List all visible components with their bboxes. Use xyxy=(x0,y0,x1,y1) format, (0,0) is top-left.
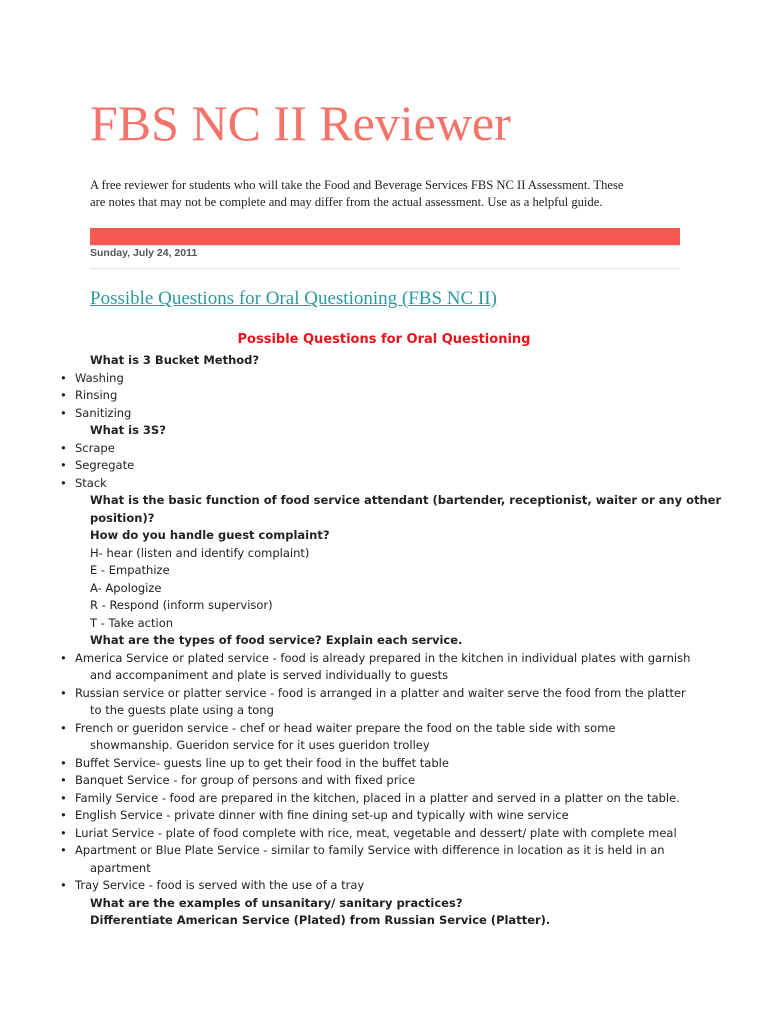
list-item-text: Sanitizing xyxy=(75,405,132,420)
bullet-icon: • xyxy=(60,440,67,455)
bullet-icon: • xyxy=(60,458,67,472)
question: How do you handle guest complaint? xyxy=(90,528,330,542)
bullet-icon: • xyxy=(60,773,67,787)
bullet-icon: • xyxy=(60,720,67,735)
bullet-icon: • xyxy=(60,808,67,822)
list-item xyxy=(60,475,680,493)
bullet-icon: • xyxy=(60,475,67,490)
list-item-text: French or gueridon service - chef or head waiter prepare the food on the table side with some xyxy=(75,720,616,735)
header-bar xyxy=(90,228,680,245)
list-item xyxy=(60,755,680,773)
blog-title[interactable]: FBS NC II Reviewer xyxy=(90,95,511,151)
list-item xyxy=(60,405,680,423)
post-date: Sunday, July 24, 2011 xyxy=(90,246,680,269)
post-body xyxy=(60,352,722,930)
list-item-text: Luriat Service - plate of food complete with rice, meat, vegetable and dessert/ plate with complete meal xyxy=(75,825,677,840)
list-item xyxy=(60,387,680,405)
question: What are the examples of unsanitary/ sanitary practices? xyxy=(90,895,463,910)
question: What is 3S? xyxy=(90,423,166,437)
list-item xyxy=(60,720,680,738)
bullet-icon: • xyxy=(60,370,67,385)
list-item-text: Russian service or platter service - food is arranged in a platter and waiter serve the food from the platter xyxy=(75,685,686,700)
list-item xyxy=(60,877,680,895)
question: Differentiate American Service (Plated) from Russian Service (Platter). xyxy=(90,913,551,927)
question: What are the types of food service? Explain each service. xyxy=(90,633,463,647)
description-line: A free reviewer for students who will take the Food and Beverage Services FBS NC II Assessment. These xyxy=(90,178,624,192)
post-heading: Possible Questions for Oral Questioning xyxy=(237,332,531,347)
bullet-icon: • xyxy=(60,790,67,805)
list-item-text: Banquet Service - for group of persons and with fixed price xyxy=(75,773,416,787)
question: position)? xyxy=(90,510,155,525)
list-item-text: Family Service - food are prepared in the kitchen, placed in a platter and served in a platter on the table. xyxy=(75,790,680,805)
list-item xyxy=(60,457,680,475)
answer-line: T - Take action xyxy=(90,615,174,630)
list-item-continuation: apartment xyxy=(90,860,151,875)
list-item xyxy=(60,650,691,668)
bullet-icon: • xyxy=(60,685,67,700)
answer-line: R - Respond (inform supervisor) xyxy=(90,598,273,612)
question: What is 3 Bucket Method? xyxy=(90,353,260,367)
post-title-link[interactable]: Possible Questions for Oral Questioning (FBS NC II) xyxy=(90,288,497,309)
bullet-icon: • xyxy=(60,755,67,770)
bullet-icon: • xyxy=(60,405,67,420)
list-item xyxy=(60,790,680,808)
answer-line: E - Empathize xyxy=(90,563,170,577)
list-item xyxy=(60,685,686,703)
bullet-icon: • xyxy=(60,878,67,892)
bullet-icon: • xyxy=(60,825,67,840)
list-item xyxy=(60,842,680,860)
list-item-text: Segregate xyxy=(75,458,135,472)
bullet-icon: • xyxy=(60,388,67,402)
list-item xyxy=(60,807,680,825)
list-item-text: Tray Service - food is served with the use of a tray xyxy=(75,878,365,892)
bullet-icon: • xyxy=(60,650,67,665)
list-item-text: Scrape xyxy=(75,440,115,455)
list-item xyxy=(60,825,680,843)
description-line: are notes that may not be complete and may differ from the actual assessment. Use as a helpful guide. xyxy=(90,195,603,209)
list-item-continuation: and accompaniment and plate is served individually to guests xyxy=(90,668,449,682)
bullet-icon: • xyxy=(60,843,67,857)
list-item xyxy=(60,772,680,790)
list-item-continuation: to the guests plate using a tong xyxy=(90,703,274,717)
list-item-text: Buffet Service- guests line up to get their food in the buffet table xyxy=(75,755,449,770)
answer-line: H- hear (listen and identify complaint) xyxy=(90,545,310,560)
question: What is the basic function of food service attendant (bartender, receptionist, waiter or any other xyxy=(90,493,722,507)
list-item xyxy=(60,370,680,388)
blog-description xyxy=(90,177,690,211)
list-item-text: Apartment or Blue Plate Service - similar to family Service with difference in location as it is held in an xyxy=(75,843,665,857)
list-item xyxy=(60,440,680,458)
list-item-continuation: showmanship. Gueridon service for it uses gueridon trolley xyxy=(90,738,430,752)
list-item-text: Rinsing xyxy=(75,388,118,402)
list-item-text: America Service or plated service - food is already prepared in the kitchen in individual plates with garnish xyxy=(75,650,691,665)
list-item-text: English Service - private dinner with fine dining set-up and typically with wine service xyxy=(75,808,569,822)
list-item-text: Washing xyxy=(75,370,124,385)
answer-line: A- Apologize xyxy=(90,580,162,595)
list-item-text: Stack xyxy=(75,475,107,490)
